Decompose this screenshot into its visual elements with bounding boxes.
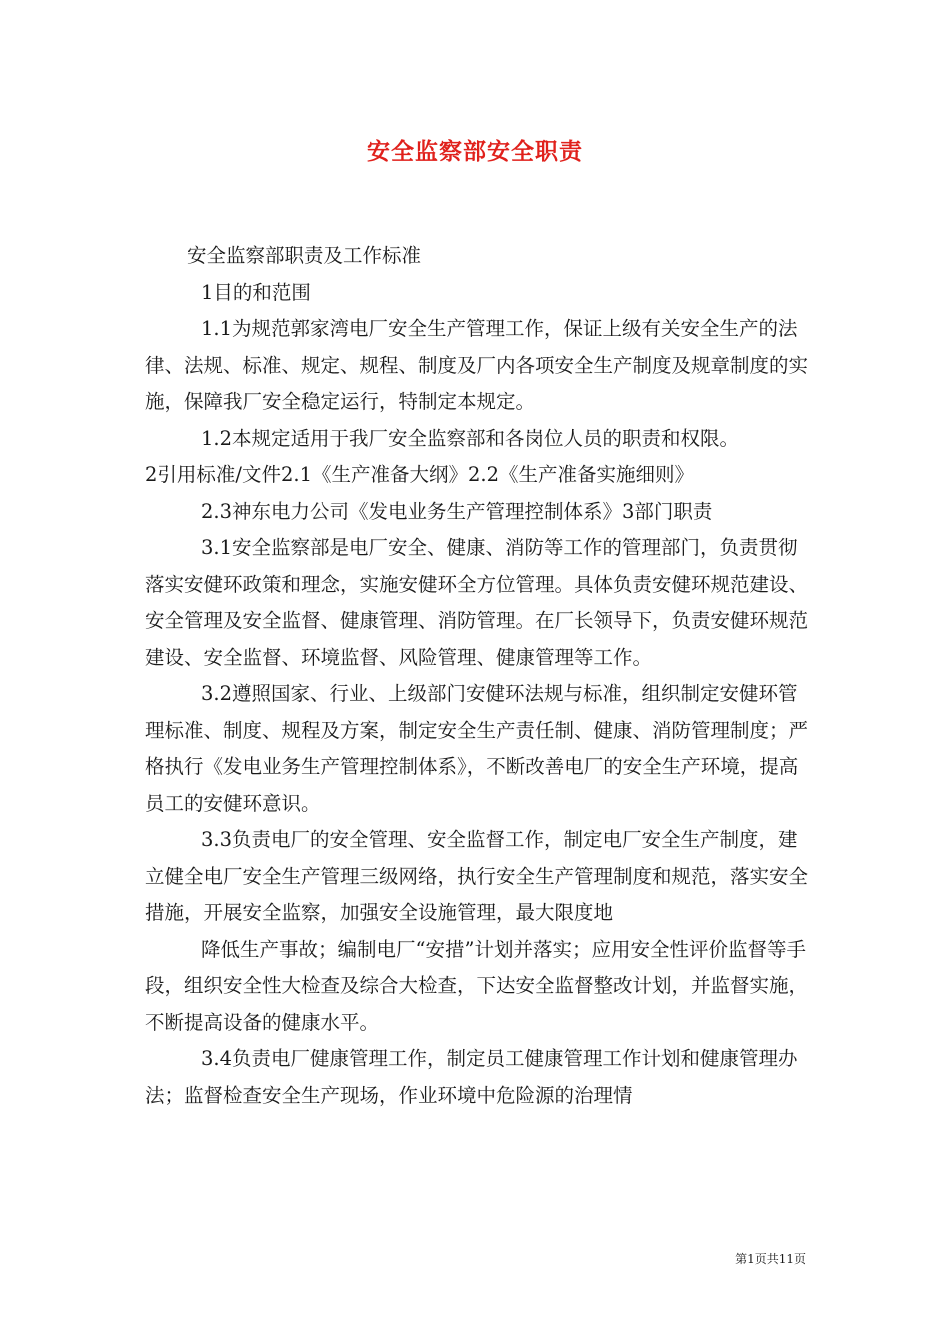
paragraph-3-3: 3.3负责电厂的安全管理、安全监督工作，制定电厂安全生产制度，建立健全电厂安全生产管理三级网络，执行安全生产管理制度和规范，落实安全措施，开展安全监察，加强安全设施管理，最大限度地: [145, 828, 809, 924]
paragraph-2-3: 2.3神东电力公司《发电业务生产管理控制体系》3部门职责: [201, 499, 713, 523]
paragraph-1-2: 1.2本规定适用于我厂安全监察部和各岗位人员的职责和权限。: [201, 426, 740, 450]
paragraph-section-2: 2引用标准/文件2.1《生产准备大纲》2.2《生产准备实施细则》: [145, 463, 694, 486]
paragraph-1-1: 1.1为规范郭家湾电厂安全生产管理工作，保证上级有关安全生产的法律、法规、标准、规定、规程、制度及厂内各项安全生产制度及规章制度的实施，保障我厂安全稳定运行，特制定本规定。: [145, 317, 809, 413]
document-title: 安全监察部安全职责: [367, 139, 583, 165]
paragraph-heading: 安全监察部职责及工作标准: [187, 244, 422, 267]
document-body: [145, 238, 813, 1114]
paragraph-3-1: 3.1安全监察部是电厂安全、健康、消防等工作的管理部门，负责贯彻落实安健环政策和理念，实施安健环全方位管理。具体负责安健环规范建设、安全管理及安全监督、健康管理、消防管理。在厂长领导下，负责安健环规范建设、安全监督、环境监督、风险管理、健康管理等工作。: [145, 536, 809, 669]
paragraph-3-2: 3.2遵照国家、行业、上级部门安健环法规与标准，组织制定安健环管理标准、制度、规程及方案，制定安全生产责任制、健康、消防管理制度；严格执行《发电业务生产管理控制体系》，不断改善电厂的安全生产环境，提高员工的安健环意识。: [145, 682, 809, 815]
paragraph-section-1: 1目的和范围: [201, 280, 311, 304]
page-number: 第1页共11页: [735, 1252, 806, 1266]
paragraph-3-4: 3.4负责电厂健康管理工作，制定员工健康管理工作计划和健康管理办法；监督检查安全生产现场，作业环境中危险源的治理情: [145, 1047, 798, 1107]
paragraph-3-3-cont: 降低生产事故；编制电厂“安措”计划并落实；应用安全性评价监督等手段，组织安全性大检查及综合大检查，下达安全监督整改计划，并监督实施，不断提高设备的健康水平。: [145, 937, 809, 1034]
